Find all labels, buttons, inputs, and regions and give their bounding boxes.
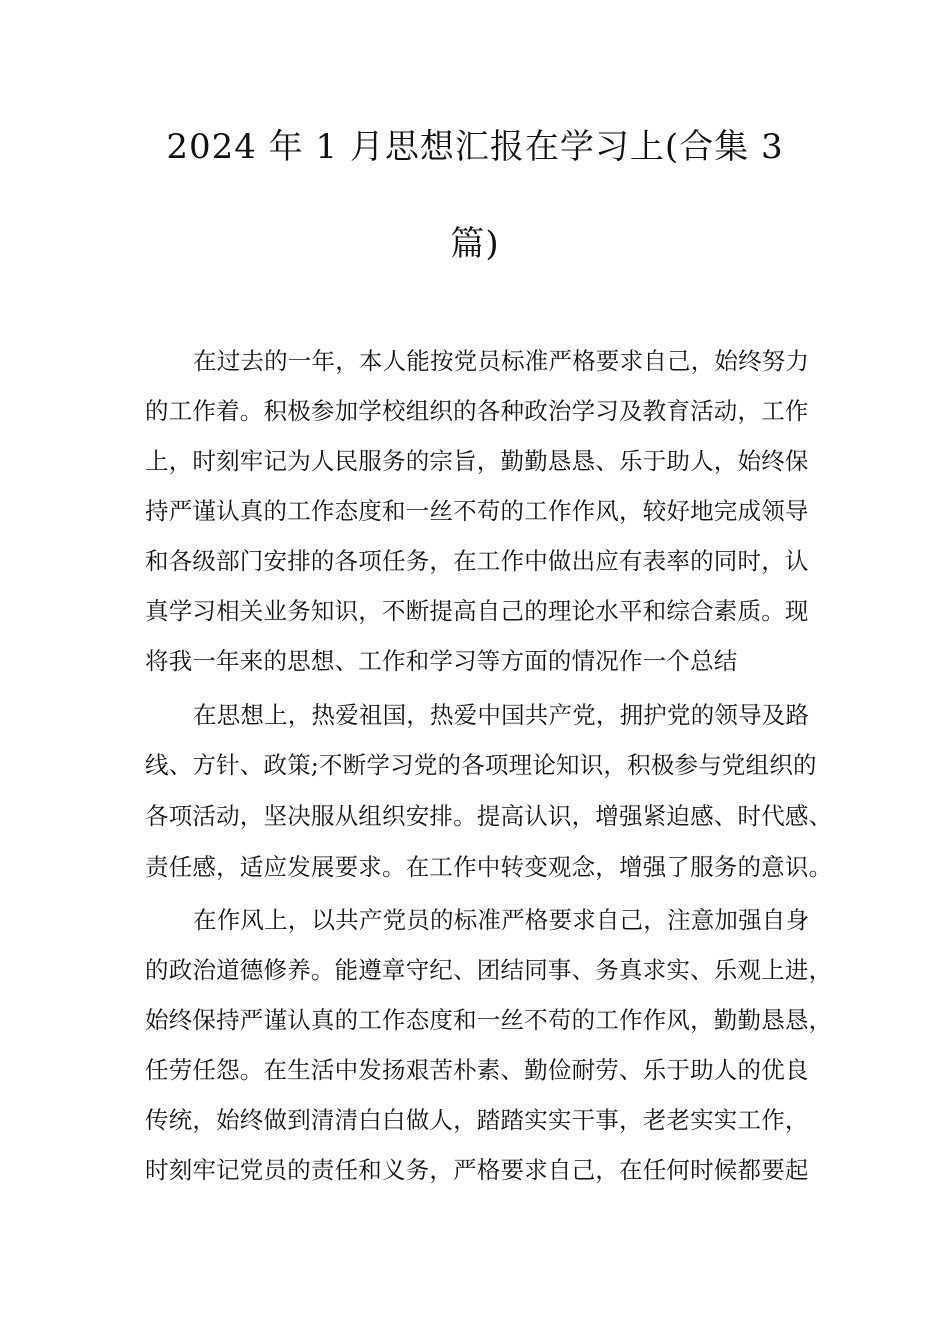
paragraph-1-line-2: 的工作着。积极参加学校组织的各种政治学习及教育活动，工作 <box>145 397 809 425</box>
paragraph-1-line-7: 将我一年来的思想、工作和学习等方面的情况作一个总结 <box>145 647 738 675</box>
paragraph-2-line-4: 责任感，适应发展要求。在工作中转变观念，增强了服务的意识。 <box>145 853 833 881</box>
paragraph-2-line-3: 各项活动，坚决服从组织安排。提高认识，增强紧迫感、时代感、 <box>145 802 833 830</box>
paragraph-3-line-3: 始终保持严谨认真的工作态度和一丝不苟的工作作风，勤勤恳恳， <box>145 1006 833 1034</box>
paragraph-1-line-6: 真学习相关业务知识，不断提高自己的理论水平和综合素质。现 <box>145 597 809 625</box>
paragraph-3-line-2: 的政治道德修养。能遵章守纪、团结同事、务真求实、乐观上进， <box>145 956 833 984</box>
paragraph-3-line-6: 时刻牢记党员的责任和义务，严格要求自己，在任何时候都要起 <box>145 1156 809 1184</box>
paragraph-3-line-4: 任劳任怨。在生活中发扬艰苦朴素、勤俭耐劳、乐于助人的优良 <box>145 1056 809 1084</box>
paragraph-1-line-1: 在过去的一年，本人能按党员标准严格要求自己，始终努力 <box>193 347 810 375</box>
document-title-line-2: 篇) <box>450 224 500 264</box>
document-title-line-1: 2024 年 1 月思想汇报在学习上(合集 3 <box>166 127 784 167</box>
paragraph-3-line-5: 传统，始终做到清清白白做人，踏踏实实干事，老老实实工作， <box>145 1106 809 1134</box>
paragraph-1-line-3: 上，时刻牢记为人民服务的宗旨，勤勤恳恳、乐于助人，始终保 <box>145 447 809 475</box>
paragraph-2-line-2: 线、方针、政策;不断学习党的各项理论知识，积极参与党组织的 <box>145 751 817 779</box>
paragraph-1-line-4: 持严谨认真的工作态度和一丝不苟的工作作风，较好地完成领导 <box>145 497 809 525</box>
paragraph-2-line-1: 在思想上，热爱祖国，热爱中国共产党，拥护党的领导及路 <box>193 701 810 729</box>
paragraph-3-line-1: 在作风上，以共产党员的标准严格要求自己，注意加强自身 <box>193 906 810 934</box>
paragraph-1-line-5: 和各级部门安排的各项任务，在工作中做出应有表率的同时，认 <box>145 547 809 575</box>
